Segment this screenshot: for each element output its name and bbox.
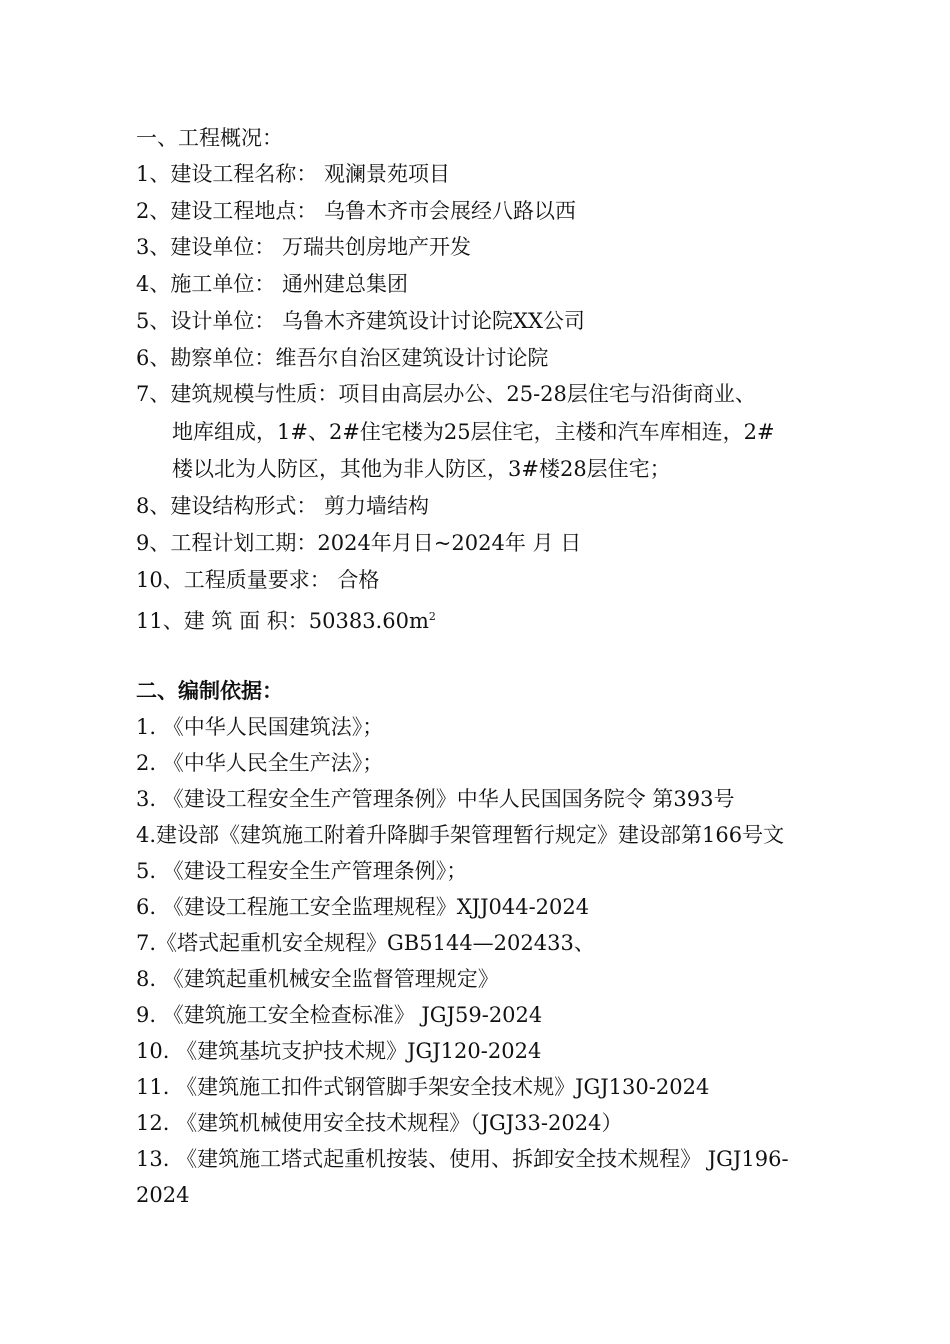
section-heading-overview: 一、工程概况： [136,126,283,150]
basis-item-5: 5. 《建设工程安全生产管理条例》； [136,859,468,883]
item-scale-nature-cont-1: 地库组成，1#、2#住宅楼为25层住宅，主楼和汽车库相连，2# [172,420,775,444]
basis-item-13-cont: 2024 [136,1183,190,1207]
item-construction-unit: 3、建设单位： 万瑞共创房地产开发 [136,235,472,259]
item-structure-form: 8、建设结构形式： 剪力墙结构 [136,494,430,518]
basis-item-9: 9. 《建筑施工安全检查标准》 JGJ59-2024 [136,1003,543,1027]
building-area-text: 11、建 筑 面 积：50383.60m [136,609,429,633]
item-quality: 10、工程质量要求： 合格 [136,568,380,592]
item-scale-nature: 7、建筑规模与性质：项目由高层办公、25-28层住宅与沿街商业、 [136,382,756,406]
basis-item-11: 11. 《建筑施工扣件式钢管脚手架安全技术规》JGJ130-2024 [136,1075,710,1099]
basis-item-1: 1. 《中华人民国建筑法》； [136,715,384,739]
basis-item-6: 6. 《建设工程施工安全监理规程》XJJ044-2024 [136,895,590,919]
item-schedule: 9、工程计划工期：2024年月日~2024年 月 日 [136,531,582,555]
basis-item-10: 10. 《建筑基坑支护技术规》JGJ120-2024 [136,1039,542,1063]
item-project-location: 2、建设工程地点： 乌鲁木齐市会展经八路以西 [136,199,577,223]
basis-item-7: 7.《塔式起重机安全规程》GB5144—202433、 [136,931,595,955]
basis-item-13: 13. 《建筑施工塔式起重机按装、使用、拆卸安全技术规程》 JGJ196- [136,1147,789,1171]
basis-item-3: 3. 《建设工程安全生产管理条例》中华人民国国务院令 第393号 [136,787,735,811]
item-builder-unit: 4、施工单位： 通州建总集团 [136,272,409,296]
section-heading-basis: 二、编制依据： [136,678,283,703]
basis-item-4: 4.建设部《建筑施工附着升降脚手架管理暂行规定》建设部第166号文 [136,823,785,847]
area-superscript: 2 [428,610,436,623]
item-building-area [136,603,436,635]
basis-item-2: 2. 《中华人民全生产法》； [136,751,384,775]
item-scale-nature-cont-2: 楼以北为人防区，其他为非人防区，3#楼28层住宅； [172,457,671,481]
item-project-name: 1、建设工程名称： 观澜景苑项目 [136,162,451,186]
basis-item-12: 12. 《建筑机械使用安全技术规程》（JGJ33-2024） [136,1111,623,1135]
basis-item-8: 8. 《建筑起重机械安全监督管理规定》 [136,967,499,991]
item-design-unit: 5、设计单位： 乌鲁木齐建筑设计讨论院XX公司 [136,309,585,333]
item-survey-unit: 6、勘察单位：维吾尔自治区建筑设计讨论院 [136,346,549,370]
